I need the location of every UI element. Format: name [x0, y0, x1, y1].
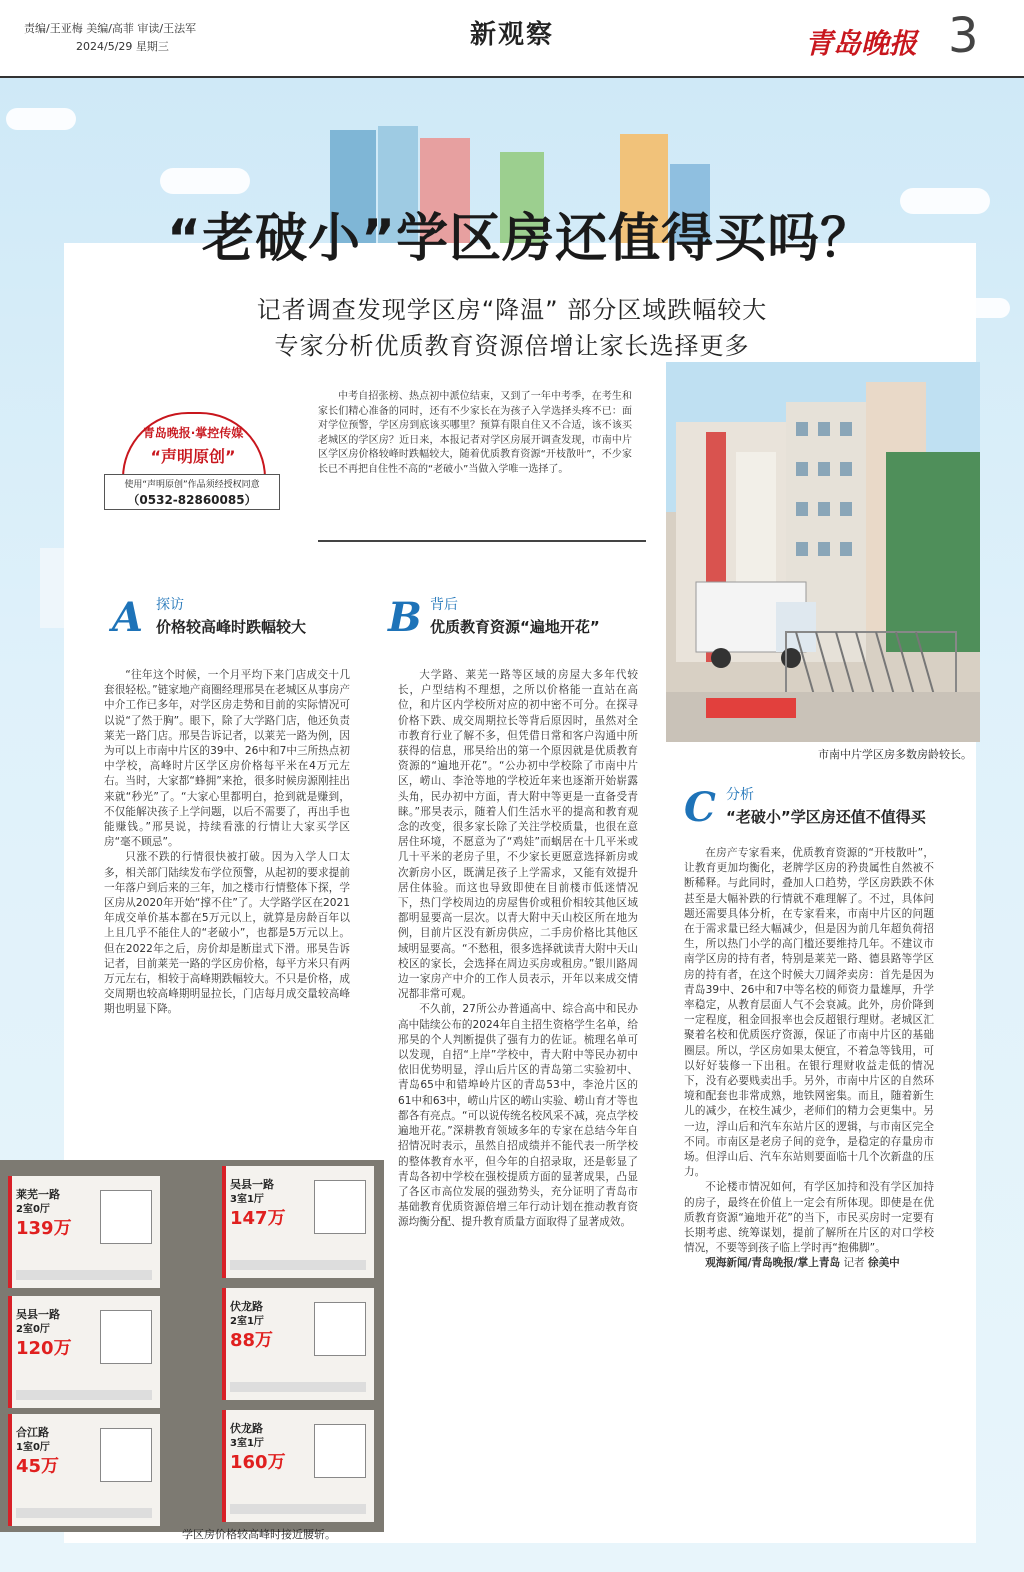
stamp-phone: （0532-82860085）: [127, 493, 257, 507]
intro-divider: [318, 540, 646, 542]
listing-footer: [230, 1260, 366, 1270]
reporter-name: 徐美中: [868, 1257, 900, 1270]
listing-location: 合江路: [16, 1426, 49, 1439]
listing-location: 吴县一路: [230, 1178, 274, 1191]
original-statement-stamp: [104, 410, 282, 508]
listing-accent-bar: [222, 1410, 226, 1522]
listing-price: 45万: [16, 1456, 60, 1477]
section-a-heading: 价格较高峰时跌幅较大: [156, 618, 307, 636]
listing-footer: [16, 1390, 152, 1400]
section-c-letter: C: [684, 784, 716, 831]
listing-location: 伏龙路: [230, 1300, 263, 1313]
listing-footer: [230, 1504, 366, 1514]
byline-outlets: 观海新闻/青岛晚报/掌上青岛: [705, 1257, 841, 1270]
cloud-icon: [6, 108, 76, 130]
listing-price: 139万: [16, 1218, 72, 1239]
floor-plan-icon: [314, 1180, 366, 1234]
floor-plan-icon: [100, 1310, 152, 1364]
cloud-icon: [160, 168, 250, 194]
headline-subtitle-2: 专家分析优质教育资源倍增让家长选择更多: [274, 332, 750, 360]
listing-location: 伏龙路: [230, 1422, 263, 1435]
listing-accent-bar: [8, 1176, 12, 1288]
section-a-paragraph: “往年这个时候，一个月平均下来门店成交十几套很轻松。”链家地产商圈经理邢昊在老城区从事房产中介工作已多年，对学区房走势和目前的实际情况可以说“了然于胸”。眼下，除了大学路门店，他还负责莱芜一路门店。邢昊告诉记者，以莱芜一路为例，因为可以上市南中片区的39中、26中和7中三所热点初中学校，高峰时片区学区房价格每平米在4万元左右。当时，大家都“蜂拥”来抢，很多时候房源刚挂出来就“秒光”了。“大家心里都明白，抢到就是赚到，不仅能解决孩子上学问题，以后不需要了，再出手也能赚钱。”邢昊说，持续看涨的行情让大家买学区房“毫不顾忌”。: [104, 669, 350, 849]
section-a-kicker: 探访: [156, 597, 184, 613]
school-street-illustration: [666, 362, 980, 742]
listing-footer: [230, 1382, 366, 1392]
listing-card: [222, 1288, 374, 1400]
section-b-kicker: 背后: [430, 597, 458, 613]
headline-title: “老破小”学区房还值得买吗？: [166, 209, 874, 269]
listing-card: [222, 1166, 374, 1278]
listings-caption: 学区房价格较高峰时接近腰斩。: [182, 1528, 336, 1541]
section-c-body: [684, 846, 934, 1272]
page-number: 3: [948, 8, 979, 64]
listing-accent-bar: [8, 1414, 12, 1526]
listing-price: 88万: [230, 1330, 274, 1351]
listing-price: 160万: [230, 1452, 286, 1473]
section-c-paragraph: 不论楼市情况如何，有学区加持和没有学区加持的房子，最终在价值上一定会有所体现。即使是在优质教育资源“遍地开花”的当下，市民买房时一定要有长期考虑、统筹谋划，提前了解所在片区的对口学校情况，不要等到孩子临上学时再“抱佛脚”。: [684, 1181, 934, 1255]
section-c-kicker: 分析: [726, 787, 754, 803]
section-c-byline: [684, 1256, 934, 1271]
photo-caption: 市南中片学区房多数房龄较长。: [818, 748, 972, 761]
listing-accent-bar: [8, 1296, 12, 1408]
reporter-label: 记者: [843, 1257, 865, 1270]
stamp-org: 青岛晚报·掌控传媒: [142, 426, 244, 440]
listing-layout: 2室0厅: [16, 1324, 50, 1335]
floor-plan-icon: [314, 1424, 366, 1478]
listing-layout: 1室0厅: [16, 1442, 50, 1453]
listing-price: 120万: [16, 1338, 72, 1359]
newspaper-logo: 青岛晚报: [805, 27, 918, 60]
section-c-heading: “老破小”学区房还值不值得买: [726, 808, 926, 826]
section-b-paragraph: 不久前，27所公办普通高中、综合高中和民办高中陆续公布的2024年自主招生资格学生名单，给邢昊的个人判断提供了强有力的佐证。梳理名单可以发现，自招“上岸”学校中，青大附中等民办初中依旧优势明显，浮山后片区的青岛第二实验初中、青岛65中和错埠岭片区的青岛53中，李沧片区的61中和63中，崂山片区的崂山实验、崂山育才等也都各有亮点。“可以说传统名校风采不减，亮点学校遍地开花。”深耕教育领域多年的专家在总结今年自招情况时表示，虽然自招成绩并不能代表一所学校的整体教育水平，但今年的自招录取，还是彰显了青岛各初中学校在强校提质方面的显著成果，凸显了各区市高位发展的强劲势头，充分证明了青岛市基础教育优质资源倍增三年行动计划在推动教育资源均衡分配、提升教育质量方面取得了显著成效。: [398, 1003, 638, 1229]
section-b-body: [398, 668, 638, 1231]
listing-layout: 3室1厅: [230, 1438, 264, 1449]
section-a-letter: A: [112, 594, 144, 641]
listing-card: [8, 1176, 160, 1288]
listing-card: [8, 1414, 160, 1526]
section-b-paragraph: 大学路、莱芜一路等区域的房屋大多年代较长，户型结构不理想，之所以价格能一直站在高位，和片区内学校所对应的初中密不可分。在探寻价格下跌、成交周期拉长等背后原因时，虽然对全市教育行业了解不多，但凭借日常和客户沟通中所获得的信息，邢昊给出的第一个原因就是优质教育资源的“遍地开花”。“公办初中学校除了市南中片区，崂山、李沧等地的学校近年来也逐渐开始崭露头角，民办初中方面，青大附中等更是一直备受青睐。”邢昊表示，随着人们生活水平的提高和教育观念的改变，很多家长除了关注学校质量，也很在意居住环境，不愿意为了“鸡娃”而蜗居在十几平米或几十平米的老房子里，不少家长更愿意选择新房或次新房小区，既满足孩子上学需求，又能有效提升居住体验。而这也导致即使在目前楼市低迷情况下，热门学校周边的房屋售价或租价相较其他区域都明显要高一层次。以青大附中天山校区所在地为例，目前片区没有新房供应，二手房价格比其他区域明显要高。“不愁租，很多选择就读青大附中天山校区的家长，会选择在周边买房或租房。”银川路周边一家房产中介的工作人员表示，开年以来成交情况都非常可观。: [398, 669, 638, 1001]
stamp-notice: 使用“声明原创”作品须经授权同意: [124, 480, 260, 490]
masthead: [0, 0, 1024, 78]
listing-layout: 3室1厅: [230, 1194, 264, 1205]
listing-location: 吴县一路: [16, 1308, 60, 1321]
section-a-body: [104, 668, 350, 1018]
listing-accent-bar: [222, 1166, 226, 1278]
stamp-box: [104, 474, 280, 510]
listing-location: 莱芜一路: [16, 1188, 60, 1201]
listing-card: [222, 1410, 374, 1522]
editors-line: 责编/王亚梅 美编/高菲 审读/王法军: [24, 22, 197, 35]
listing-layout: 2室0厅: [16, 1204, 50, 1215]
listing-footer: [16, 1508, 152, 1518]
listing-price: 147万: [230, 1208, 286, 1229]
listing-layout: 2室1厅: [230, 1316, 264, 1327]
headline-subtitle-1: 记者调查发现学区房“降温” 部分区域跌幅较大: [256, 296, 768, 324]
article-intro: 中考自招张榜、热点初中派位结束，又到了一年中考季，在考生和家长们精心准备的同时，还有不少家长在为孩子入学选择头疼不已：面对学位预警，学区房到底该买哪里？预算有限自住又不合适，该不该买老城区的学区房？近日来，本报记者对学区房展开调查发现，市南中片区学区房价格较峰时跌幅较大，随着优质教育资源“开枝散叶”，不少家长已不再把自住性不高的“老破小”当做入学唯一选择了。: [318, 391, 632, 475]
issue-date: 2024/5/29 星期三: [76, 40, 169, 53]
section-a-paragraph: 只涨不跌的行情很快被打破。因为入学人口太多，相关部门陆续发布学位预警，从起初的要求提前一年落户到后来的三年，加之楼市行情整体下探，学区房从2020年开始“撑不住”了。大学路学区在2021年成交单价基本都在5万元以上，就算是房龄百年以上且几乎不能住人的“老破小”，也都是5万元以上。但在2022年之后，房价却是断崖式下滑。邢昊告诉记者，目前莱芜一路的学区房价格，每平方米只有两万元左右，相较于高峰期跌幅较大。不只是价格，成交周期也较高峰期明显拉长，门店每月成交量较高峰期也明显下降。: [104, 851, 350, 1016]
listing-accent-bar: [222, 1288, 226, 1400]
floor-plan-icon: [314, 1302, 366, 1356]
section-b-heading: 优质教育资源“遍地开花”: [430, 618, 600, 636]
listing-card: [8, 1296, 160, 1408]
section-name: 新观察: [469, 20, 554, 50]
school-street-photo: [666, 362, 980, 742]
listing-footer: [16, 1270, 152, 1280]
stamp-title: “声明原创”: [150, 447, 236, 466]
floor-plan-icon: [100, 1190, 152, 1244]
section-b-letter: B: [388, 594, 422, 641]
floor-plan-icon: [100, 1428, 152, 1482]
listings-photo: [0, 1160, 384, 1532]
section-c-paragraph: 在房产专家看来，优质教育资源的“开枝散叶”，让教育更加均衡化，老牌学区房的矜贵属性自然被不断稀释。与此同时，叠加人口趋势，学区房跌跌不休甚至是大幅补跌的行情就不难理解了。不过，具体问题还需要具体分析，在专家看来，市南中片区的问题在于需求量已经大幅减少，但是因为前几年超负荷招生，所以热门小学的高门槛还要维持几年。不建议市南学区房的持有者，特别是莱芜一路、德县路等学区房的持有者，在这个时候大刀阔斧卖房：首先是因为青岛39中、26中和7中等名校的师资力量雄厚，升学率稳定，从教育层面人气不会衰减。此外，房价降到一定程度，租金回报率也会反超银行理财。老城区汇聚着名校和优质医疗资源，保证了市南中片区的基础圈层。所以，学区房如果太便宜，不着急等钱用，可以好好装修一下出租。在银行理财收益走低的情况下，没有必要贱卖出手。另外，市南中片区的自然环境和配套也非常成熟，地铁网密集。而且，随着新生儿的减少，在校生减少，老师们的精力会更集中。另一边，浮山后和汽车东站片区的逻辑，与市南区完全不同。市南区是老房子间的竞争，是稳定的存量房市场。但浮山后、汽车东站则要面临十几个次新盘的压力。: [684, 847, 934, 1179]
building-icon: [40, 548, 64, 628]
